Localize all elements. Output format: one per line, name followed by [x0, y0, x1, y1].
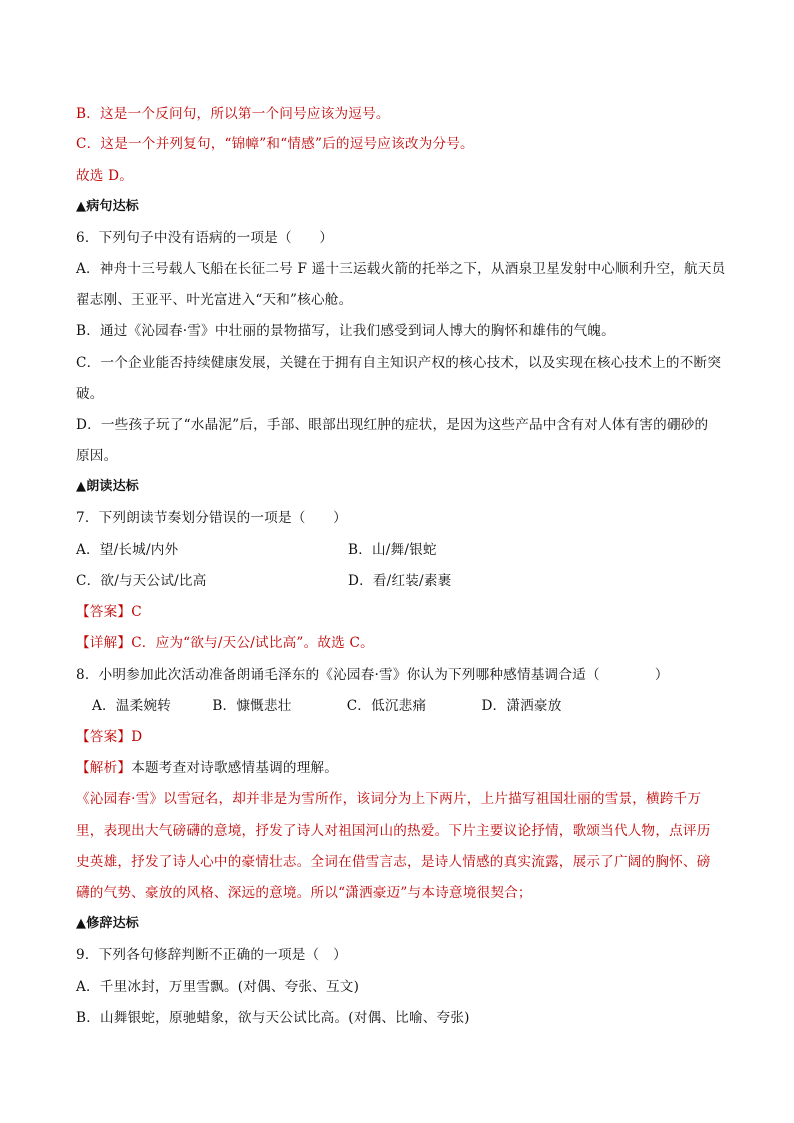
- analysis-text: 本题考查对诗歌感情基调的理解。: [131, 760, 339, 776]
- section-heading-sentence-errors: ▲病句达标: [76, 199, 139, 214]
- answer-value: C: [131, 604, 142, 620]
- question-7-option-b: B．山/舞/银蛇: [348, 542, 437, 558]
- section-heading-reading: ▲朗读达标: [76, 479, 139, 494]
- question-6-option-c-line2: 破。: [76, 386, 104, 402]
- question-6-option-d-line2: 原因。: [76, 448, 118, 464]
- option-c-explanation: C．这是一个并列复句，“锦幛”和“情感”后的逗号应该改为分号。: [76, 136, 474, 152]
- question-7-stem: 7．下列朗读节奏划分错误的一项是（ ）: [76, 510, 347, 526]
- question-7-option-d: D．看/红装/素裹: [348, 573, 452, 589]
- analysis-tag: 【解析】: [76, 760, 132, 776]
- question-7-option-a: A．望/长城/内外: [76, 542, 179, 558]
- question-9-option-b: B．山舞银蛇，原驰蜡象，欲与天公试比高。(对偶、比喻、夸张): [76, 1010, 470, 1026]
- question-6-option-b: B．通过《沁园春·雪》中壮丽的景物描写，让我们感受到词人博大的胸怀和雄伟的气魄。: [76, 323, 615, 339]
- question-7-answer: [76, 602, 142, 622]
- question-6-option-a-line1: A．神舟十三号载人飞船在长征二号 F 遥十三运载火箭的托举之下，从酒泉卫星发射中心顺利升空，航天员: [76, 261, 726, 277]
- section-heading-rhetoric: ▲修辞达标: [76, 916, 139, 931]
- analysis-paragraph-line3: 史英雄，抒发了诗人心中的豪情壮志。全词在借雪言志，是诗人情感的真实流露，展示了广阔的胸怀、磅: [76, 854, 711, 870]
- question-6-option-c-line1: C．一个企业能否持续健康发展，关键在于拥有自主知识产权的核心技术，以及实现在核心技术上的不断突: [76, 355, 722, 371]
- question-8-options: A．温柔婉转 B．慷慨悲壮 C．低沉悲痛 D．潇洒豪放: [92, 698, 562, 714]
- answer-tag: 【答案】: [76, 729, 132, 745]
- answer-choice-text: 故选 D。: [76, 168, 134, 184]
- answer-tag: 【答案】: [76, 604, 132, 620]
- question-7-detail: [76, 633, 374, 653]
- detail-text: C．应为“欲与/天公/试比高”。故选 C。: [131, 635, 374, 651]
- analysis-paragraph-line1: 《沁园春·雪》以雪冠名，却并非是为雪所作，该词分为上下两片，上片描写祖国壮丽的雪景，横跨千万: [76, 791, 702, 807]
- question-8-stem: 8．小明参加此次活动准备朗诵毛泽东的《沁园春·雪》你认为下列哪种感情基调合适（ ）: [76, 667, 669, 683]
- option-b-explanation: B．这是一个反问句，所以第一个问号应该为逗号。: [76, 106, 390, 122]
- answer-value: D: [131, 729, 143, 745]
- question-6-option-a-line2: 翟志刚、王亚平、叶光富进入“天和”核心舱。: [76, 292, 353, 308]
- question-8-answer: [76, 727, 142, 747]
- question-6-stem: 6．下列句子中没有语病的一项是（ ）: [76, 230, 334, 246]
- question-9-stem: 9．下列各句修辞判断不正确的一项是（ ）: [76, 947, 347, 963]
- question-7-option-c: C．欲/与天公试/比高: [76, 573, 207, 589]
- detail-tag: 【详解】: [76, 635, 132, 651]
- analysis-paragraph-line4: 礴的气势、豪放的风格、深远的意境。所以“潇洒豪迈”与本诗意境很契合；: [76, 885, 532, 901]
- analysis-paragraph-line2: 里，表现出大气磅礴的意境，抒发了诗人对祖国河山的热爱。下片主要议论抒情，歌颂当代人物，点评历: [76, 823, 711, 839]
- question-8-analysis: [76, 758, 338, 778]
- question-6-option-d-line1: D．一些孩子玩了“水晶泥”后，手部、眼部出现红肿的症状，是因为这些产品中含有对人体有害的硼砂的: [76, 417, 709, 433]
- question-9-option-a: A．千里冰封，万里雪飘。(对偶、夸张、互文): [76, 979, 360, 995]
